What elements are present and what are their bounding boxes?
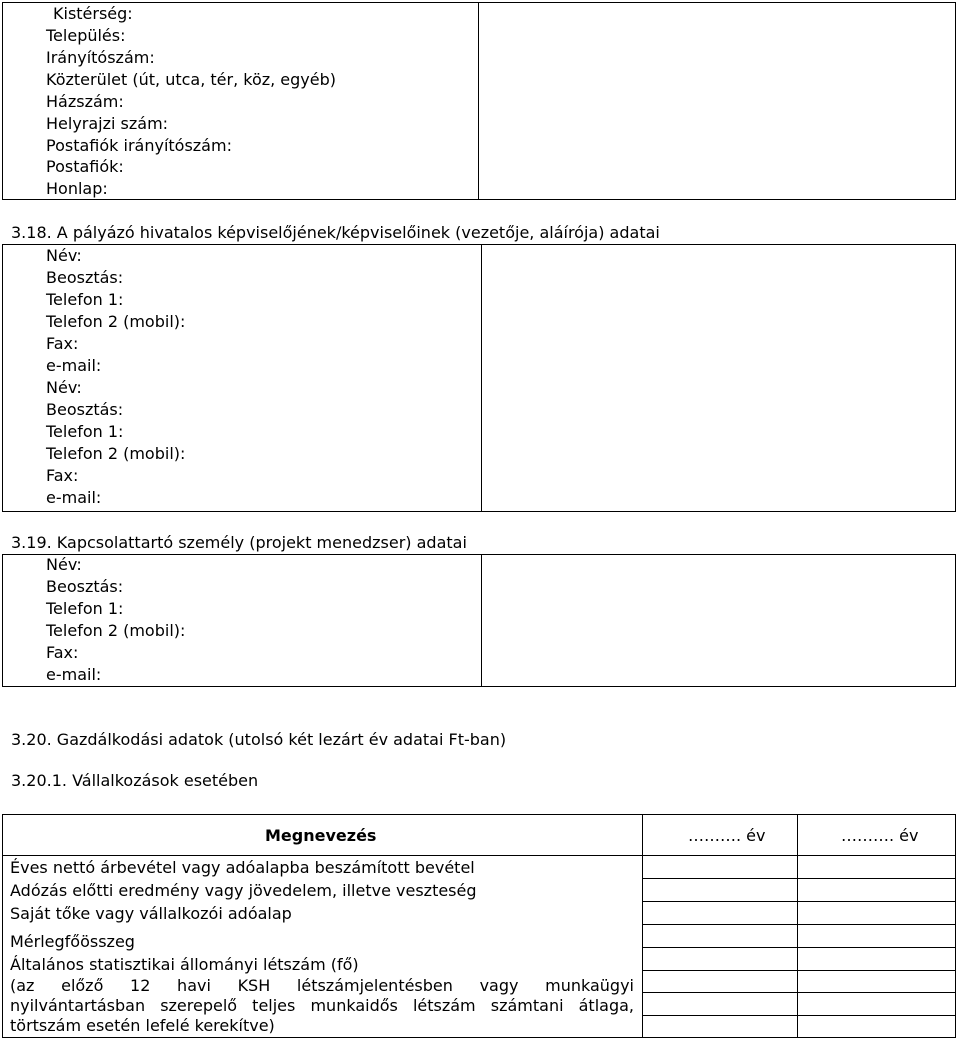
- table-border: [955, 814, 956, 1038]
- address-block: [0, 0, 960, 200]
- table-row-label: Saját tőke vagy vállalkozói adóalap: [10, 904, 292, 923]
- financial-table: [0, 814, 960, 1039]
- table-border: [2, 814, 3, 1038]
- table-border: [2, 511, 956, 512]
- table-row-label: Mérlegfőösszeg: [10, 932, 135, 951]
- table-border: [2, 855, 956, 856]
- table-border: [955, 244, 956, 512]
- field-label: Fax:: [46, 643, 79, 662]
- note-line: (az előző 12 havi KSH létszámjelentésben vagy munkaügyi: [10, 976, 634, 995]
- table-row-label: Éves nettó árbevétel vagy adóalapba beszámított bevétel: [10, 858, 475, 877]
- field-label: Fax:: [46, 334, 79, 353]
- note-line: törtszám esetén lefelé kerekítve): [10, 1016, 275, 1035]
- field-label: Helyrajzi szám:: [46, 114, 169, 133]
- note-line: nyilvántartásban szerepelő teljes munkaidős létszám számtani átlaga,: [10, 996, 634, 1015]
- field-label: Telefon 2 (mobil):: [46, 312, 186, 331]
- field-label: Név:: [46, 378, 82, 397]
- section-heading-3-18: 3.18. A pályázó hivatalos képviselőjének/képviselőinek (vezetője, aláírója) adatai: [11, 223, 660, 242]
- column-header-year2: ………. év: [841, 826, 919, 845]
- field-label: Honlap:: [46, 179, 108, 198]
- table-border: [2, 244, 3, 512]
- field-label: Beosztás:: [46, 268, 124, 287]
- representative-block: [0, 244, 960, 514]
- table-border: [797, 814, 798, 1038]
- field-label: Telefon 1:: [46, 290, 124, 309]
- table-border: [478, 2, 479, 200]
- table-border: [642, 878, 956, 879]
- table-border: [481, 244, 482, 512]
- table-border: [2, 2, 956, 3]
- field-label: Telefon 1:: [46, 422, 124, 441]
- field-label: Postafiók:: [46, 157, 124, 176]
- field-label: Beosztás:: [46, 400, 124, 419]
- table-border: [642, 924, 956, 925]
- field-label: Telefon 2 (mobil):: [46, 621, 186, 640]
- field-label: Telefon 2 (mobil):: [46, 444, 186, 463]
- table-border: [642, 1015, 956, 1016]
- column-header-year1: ………. év: [688, 826, 766, 845]
- field-label: e-mail:: [46, 356, 102, 375]
- field-label: Fax:: [46, 466, 79, 485]
- table-border: [2, 244, 956, 245]
- table-border: [2, 686, 956, 687]
- section-heading-3-19: 3.19. Kapcsolattartó személy (projekt menedzser) adatai: [11, 533, 467, 552]
- table-border: [2, 554, 3, 687]
- field-label: Beosztás:: [46, 577, 124, 596]
- table-border: [2, 2, 3, 200]
- table-row-label: Adózás előtti eredmény vagy jövedelem, illetve veszteség: [10, 881, 477, 900]
- field-label: Postafiók irányítószám:: [46, 136, 232, 155]
- field-label: Közterület (út, utca, tér, köz, egyéb): [46, 70, 337, 89]
- table-border: [642, 814, 643, 1038]
- table-border: [481, 554, 482, 687]
- field-label: e-mail:: [46, 488, 102, 507]
- table-border: [2, 814, 956, 815]
- table-border: [2, 554, 956, 555]
- field-label: Kistérség:: [53, 4, 133, 23]
- table-border: [955, 554, 956, 687]
- table-border: [642, 947, 956, 948]
- table-border: [955, 2, 956, 200]
- field-label: Telefon 1:: [46, 599, 124, 618]
- column-header-name: Megnevezés: [265, 826, 377, 845]
- field-label: e-mail:: [46, 665, 102, 684]
- section-subheading-3-20-1: 3.20.1. Vállalkozások esetében: [11, 771, 259, 790]
- field-label: Házszám:: [46, 92, 124, 111]
- table-row-label: Általános statisztikai állományi létszám (fő): [10, 955, 359, 974]
- field-label: Név:: [46, 246, 82, 265]
- field-label: Irányítószám:: [46, 48, 155, 67]
- field-label: Név:: [46, 555, 82, 574]
- field-label: Település:: [46, 26, 126, 45]
- table-row-note: [10, 976, 634, 1036]
- table-border: [2, 199, 956, 200]
- table-border: [642, 970, 956, 971]
- table-border: [642, 992, 956, 993]
- table-border: [2, 1037, 956, 1038]
- table-border: [642, 901, 956, 902]
- contact-person-block: [0, 554, 960, 688]
- section-heading-3-20: 3.20. Gazdálkodási adatok (utolsó két lezárt év adatai Ft-ban): [11, 730, 507, 749]
